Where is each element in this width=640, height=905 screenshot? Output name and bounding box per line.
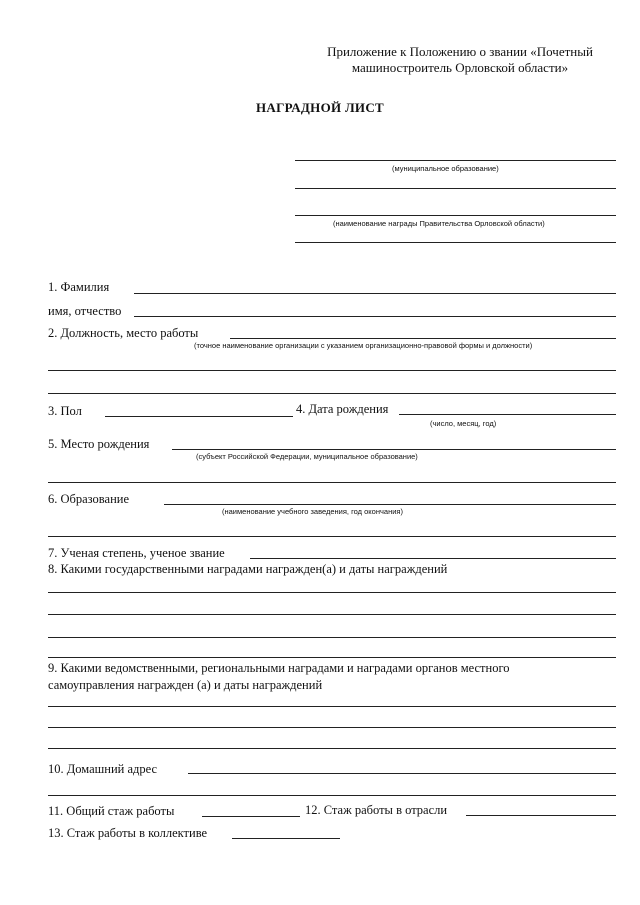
total-experience-field[interactable] (202, 816, 300, 817)
team-experience-field[interactable] (232, 838, 340, 839)
state-awards-line-4[interactable] (48, 657, 616, 658)
surname-field[interactable] (134, 293, 616, 294)
industry-experience-field[interactable] (466, 815, 616, 816)
municipality-line-2[interactable] (295, 188, 616, 189)
birth-place-caption: (субъект Российской Федерации, муниципальное образование) (196, 452, 418, 461)
state-awards-line-1[interactable] (48, 592, 616, 593)
position-label: 2. Должность, место работы (48, 326, 199, 340)
dept-awards-line-1[interactable] (48, 706, 616, 707)
dept-awards-line-2[interactable] (48, 727, 616, 728)
birth-date-caption: (число, месяц, год) (430, 419, 497, 428)
name-patronymic-label: имя, отчество (48, 304, 122, 318)
annex-header-line-1: Приложение к Положению о звании «Почетный (327, 44, 593, 59)
home-address-line-2[interactable] (48, 795, 616, 796)
position-line-3[interactable] (48, 393, 616, 394)
team-experience-label: 13. Стаж работы в коллективе (48, 826, 208, 840)
industry-experience-label: 12. Стаж работы в отрасли (305, 803, 448, 817)
annex-header-line-2: машиностроитель Орловской области» (351, 60, 569, 75)
degree-field[interactable] (250, 558, 616, 559)
dept-awards-label-1: 9. Какими ведомственными, региональными наградами и наградами органов местного (48, 661, 510, 675)
position-field[interactable] (230, 338, 616, 339)
birth-place-field[interactable] (172, 449, 616, 450)
municipality-caption: (муниципальное образование) (392, 164, 499, 173)
sex-label: 3. Пол (48, 404, 82, 418)
home-address-field[interactable] (188, 773, 616, 774)
award-name-caption: (наименование награды Правительства Орловской области) (333, 219, 545, 228)
surname-label: 1. Фамилия (48, 280, 110, 294)
education-line-2[interactable] (48, 536, 616, 537)
birth-place-line-2[interactable] (48, 482, 616, 483)
municipality-line[interactable] (295, 160, 616, 161)
position-line-2[interactable] (48, 370, 616, 371)
education-field[interactable] (164, 504, 616, 505)
state-awards-line-3[interactable] (48, 637, 616, 638)
degree-label: 7. Ученая степень, ученое звание (48, 546, 225, 560)
name-patronymic-field[interactable] (134, 316, 616, 317)
document-title: НАГРАДНОЙ ЛИСТ (255, 100, 385, 115)
birth-date-label: 4. Дата рождения (296, 402, 389, 416)
award-name-line-2[interactable] (295, 242, 616, 243)
position-caption: (точное наименование организации с указанием организационно-правовой формы и должности) (194, 341, 533, 350)
birth-date-field[interactable] (399, 414, 616, 415)
dept-awards-line-3[interactable] (48, 748, 616, 749)
dept-awards-label-2: самоуправления награжден (а) и даты награждений (48, 678, 323, 692)
state-awards-line-2[interactable] (48, 614, 616, 615)
sex-field[interactable] (105, 416, 293, 417)
education-label: 6. Образование (48, 492, 130, 506)
award-name-line[interactable] (295, 215, 616, 216)
birth-place-label: 5. Место рождения (48, 437, 150, 451)
total-experience-label: 11. Общий стаж работы (48, 804, 175, 818)
state-awards-label: 8. Какими государственными наградами награжден(а) и даты награждений (48, 562, 448, 576)
home-address-label: 10. Домашний адрес (48, 762, 158, 776)
education-caption: (наименование учебного заведения, год окончания) (222, 507, 403, 516)
